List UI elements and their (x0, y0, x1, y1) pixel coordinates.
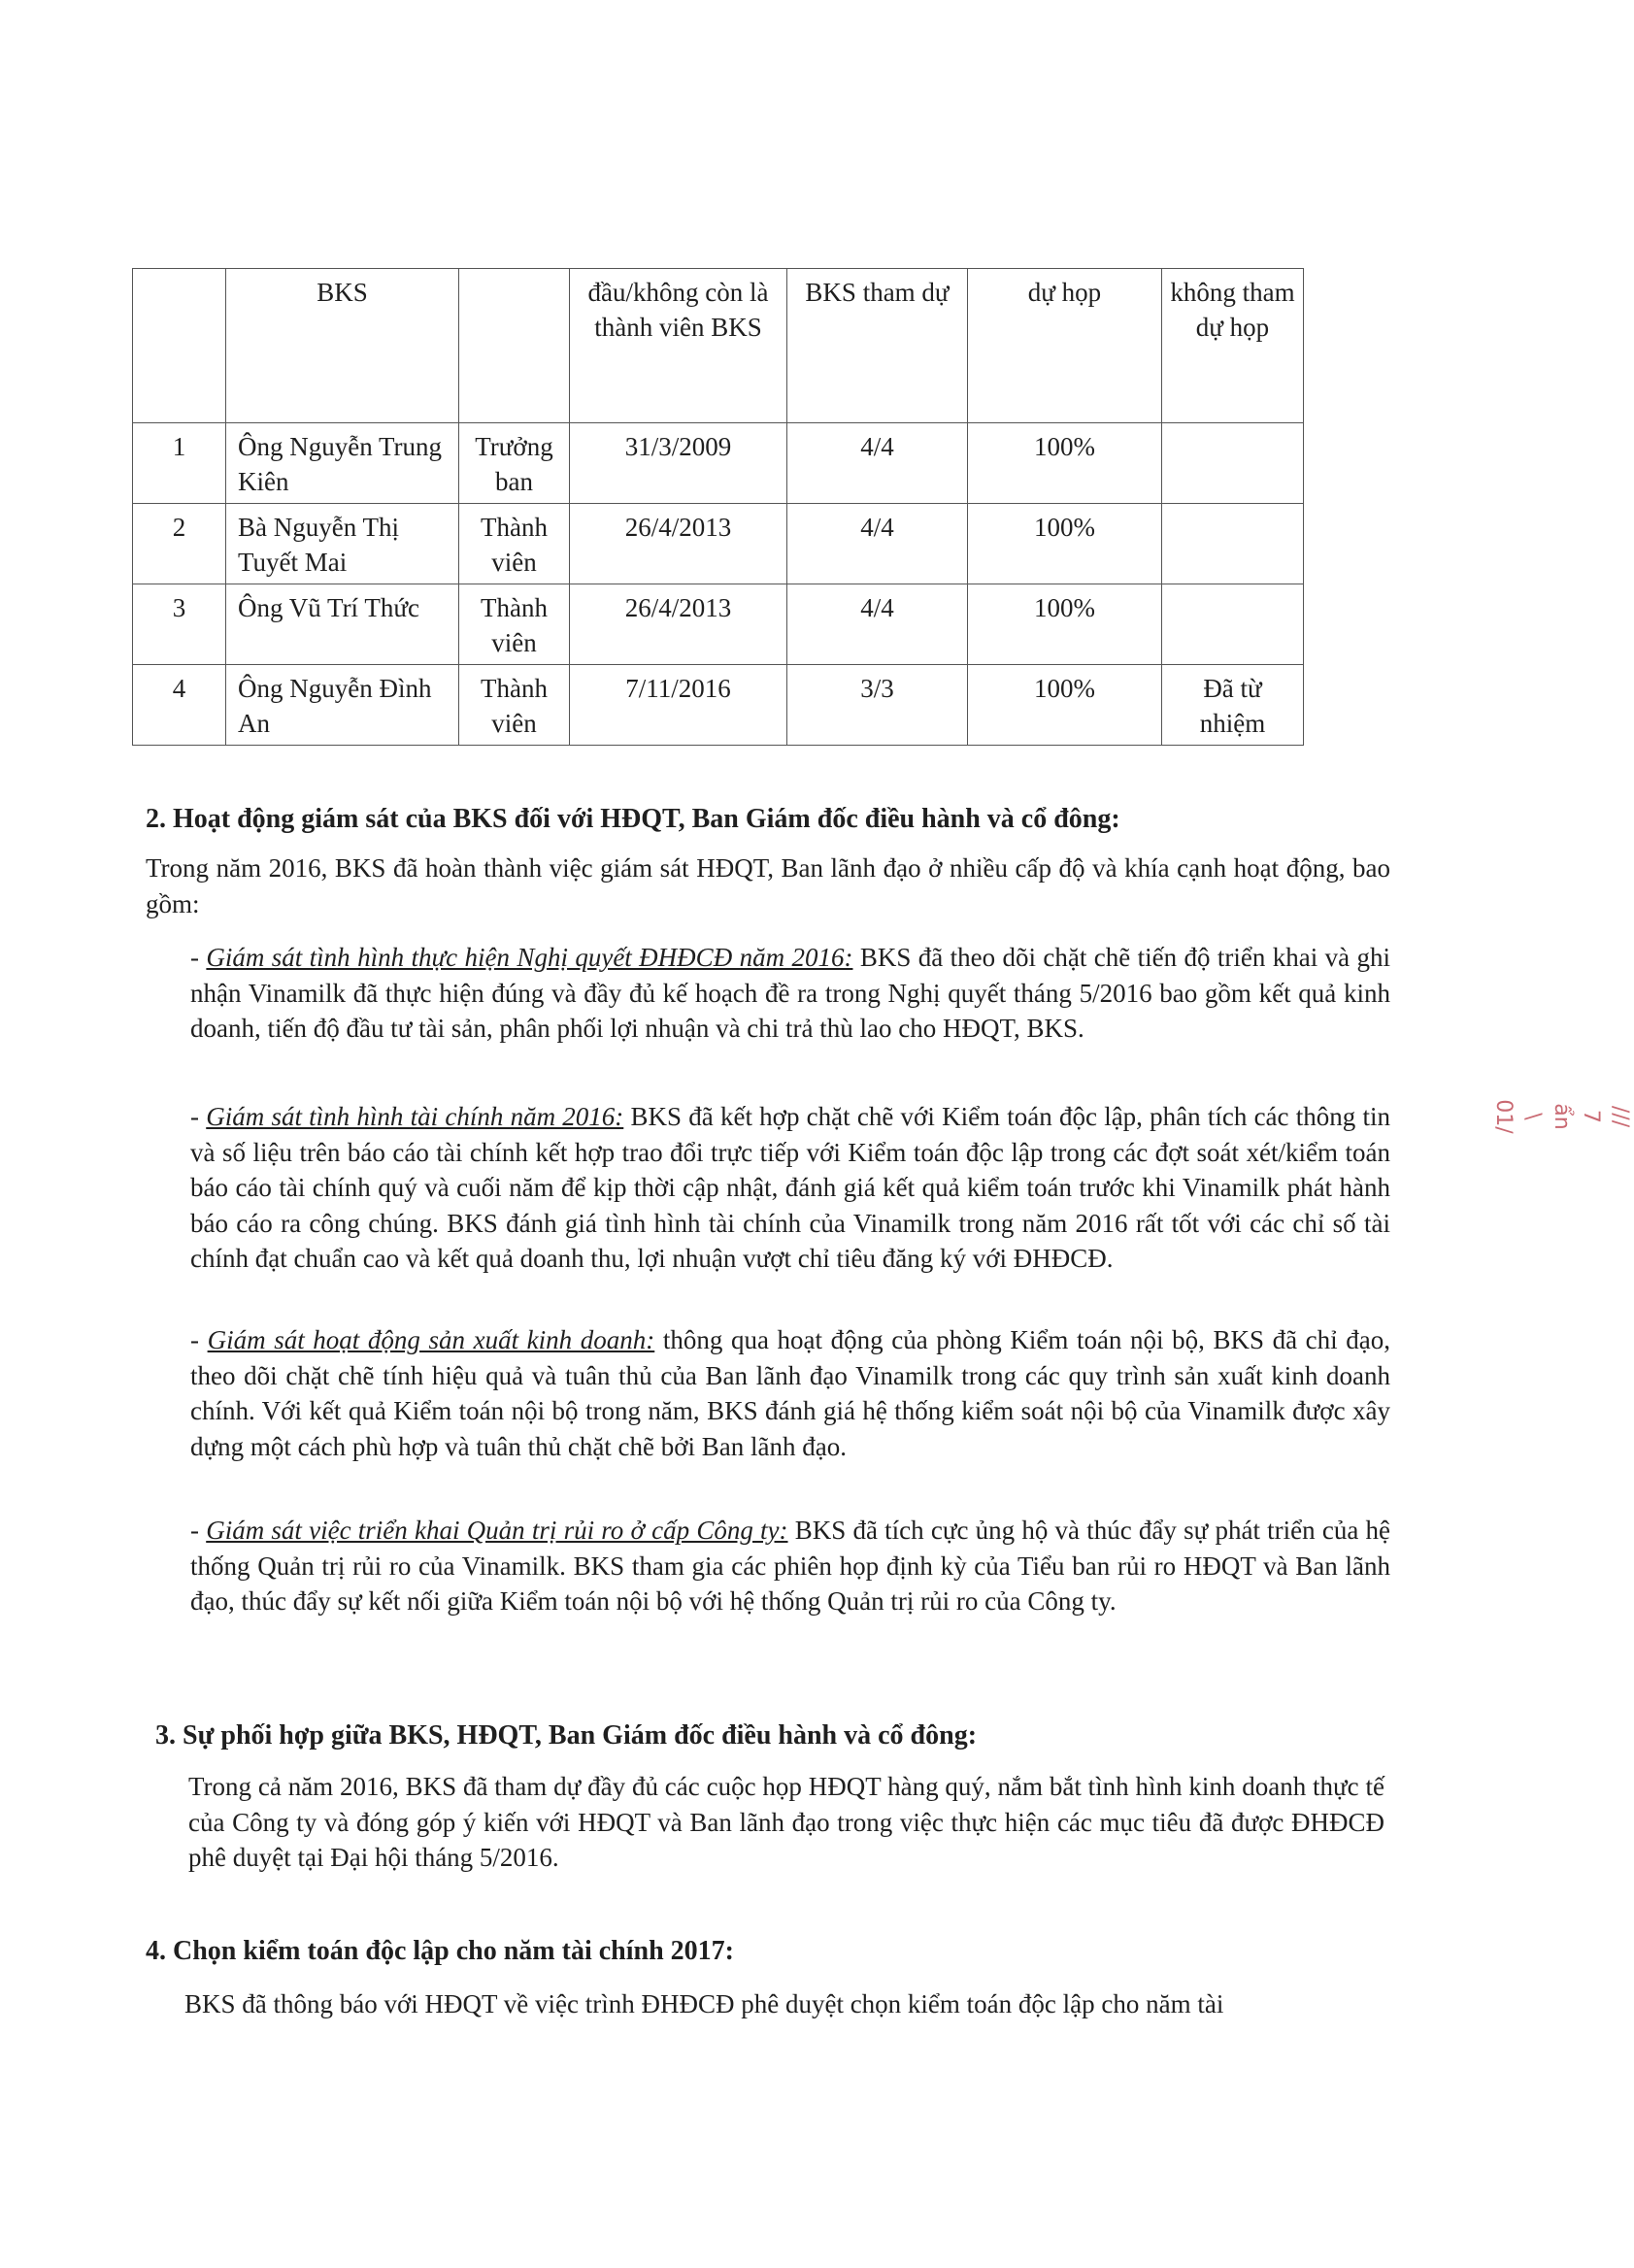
member-role: Thành viên (459, 665, 570, 746)
member-role: Thành viên (459, 584, 570, 665)
member-date: 7/11/2016 (570, 665, 787, 746)
section-4-title: 4. Chọn kiểm toán độc lập cho năm tài chính 2017: (146, 1936, 734, 1966)
member-role: Thành viên (459, 504, 570, 584)
table-row (133, 665, 1304, 746)
item-2-text: BKS đã kết hợp chặt chẽ với Kiểm toán độc lập, phân tích các thông tin và số liệu trên báo cáo tài chính kết hợp trao đổi trực tiếp với Kiểm toán độc lập trong các đợt soát xét/kiểm toán báo cáo tài chính quý và cuối năm để kịp thời cập nhật, đánh giá kết quả kiểm toán trước khi Vinamilk phát hành báo cáo ra công chúng. BKS đánh giá tình hình tài chính của Vinamilk trong năm 2016 rất tốt với các chỉ số tài chính đạt chuẩn cao và kết quả doanh thu, lợi nhuận vượt chỉ tiêu đăng ký với ĐHĐCĐ. (190, 1102, 1390, 1273)
attendance-rate: 100% (968, 504, 1162, 584)
item-4-text: BKS đã tích cực ủng hộ và thúc đẩy sự phát triển của hệ thống Quản trị rủi ro của Vinamilk. BKS tham gia các phiên họp định kỳ của Tiểu ban rủi ro HĐQT và Ban lãnh đạo, thúc đẩy sự kết nối giữa Kiểm toán nội bộ với hệ thống Quản trị rủi ro của Công ty. (190, 1516, 1390, 1616)
member-name: Ông Nguyễn Đình An (226, 665, 459, 746)
table-header-row (133, 269, 1304, 423)
member-date: 31/3/2009 (570, 423, 787, 504)
section-2-item-2: - Giám sát tình hình tài chính năm 2016: BKS đã kết hợp chặt chẽ với Kiểm toán độc lập, phân tích các thông tin và số liệu trên báo cáo tài chính kết hợp trao đổi trực tiếp với Kiểm toán độc lập trong các đợt soát xét/kiểm toán báo cáo tài chính quý và cuối năm để kịp thời cập nhật, đánh giá kết quả kiểm toán trước khi Vinamilk phát hành báo cáo ra công chúng. BKS đánh giá tình hình tài chính của Vinamilk trong năm 2016 rất tốt với các chỉ số tài chính đạt chuẩn cao và kết quả doanh thu, lợi nhuận vượt chỉ tiêu đăng ký với ĐHĐCĐ. (190, 1102, 1390, 1273)
meetings-attended: 4/4 (787, 423, 968, 504)
section-3-text: Trong cả năm 2016, BKS đã tham dự đầy đủ các cuộc họp HĐQT hàng quý, nắm bắt tình hình kinh doanh thực tế của Công ty và đóng góp ý kiến với HĐQT và Ban lãnh đạo trong việc thực hiện các mục tiêu đã được ĐHĐCĐ phê duyệt tại Đại hội tháng 5/2016. (188, 1772, 1384, 1872)
item-3-lead: Giám sát hoạt động sản xuất kinh doanh: (207, 1325, 655, 1354)
attendance-rate: 100% (968, 584, 1162, 665)
absence-note (1162, 584, 1304, 665)
supervisory-board-table (132, 268, 1304, 746)
header-cell: BKS (226, 269, 459, 423)
member-name: Ông Vũ Trí Thức (226, 584, 459, 665)
item-3-text: thông qua hoạt động của phòng Kiểm toán nội bộ, BKS đã chỉ đạo, theo dõi chặt chẽ tính hiệu quả và tuân thủ của Ban lãnh đạo Vinamilk trong các quy trình sản xuất kinh doanh chính. Với kết quả Kiểm toán nội bộ trong năm, BKS đánh giá hệ thống kiểm soát nội bộ của Vinamilk được xây dựng một cách phù hợp và tuân thủ chặt chẽ bởi Ban lãnh đạo. (190, 1325, 1390, 1461)
margin-stamp: /// 7 ẩn \ 01/ (1491, 1099, 1632, 1134)
row-number: 3 (133, 584, 226, 665)
section-2-title: 2. Hoạt động giám sát của BKS đối với HĐQT, Ban Giám đốc điều hành và cổ đông: (146, 804, 1120, 834)
header-cell (459, 269, 570, 423)
member-role: Trưởng ban (459, 423, 570, 504)
attendance-rate: 100% (968, 423, 1162, 504)
table-row (133, 504, 1304, 584)
row-number: 4 (133, 665, 226, 746)
header-cell (133, 269, 226, 423)
item-2-lead: Giám sát tình hình tài chính năm 2016: (206, 1102, 624, 1131)
section-2-item-3: - Giám sát hoạt động sản xuất kinh doanh: thông qua hoạt động của phòng Kiểm toán nội bộ, BKS đã chỉ đạo, theo dõi chặt chẽ tính hiệu quả và tuân thủ của Ban lãnh đạo Vinamilk trong các quy trình sản xuất kinh doanh chính. Với kết quả Kiểm toán nội bộ trong năm, BKS đánh giá hệ thống kiểm soát nội bộ của Vinamilk được xây dựng một cách phù hợp và tuân thủ chặt chẽ bởi Ban lãnh đạo. (190, 1325, 1390, 1461)
table-row (133, 584, 1304, 665)
member-date: 26/4/2013 (570, 584, 787, 665)
row-number: 1 (133, 423, 226, 504)
meetings-attended: 4/4 (787, 504, 968, 584)
table-row (133, 423, 1304, 504)
meetings-attended: 3/3 (787, 665, 968, 746)
header-cell: dự họp (968, 269, 1162, 423)
header-cell: BKS tham dự (787, 269, 968, 423)
absence-note: Đã từ nhiệm (1162, 665, 1304, 746)
section-2-intro: Trong năm 2016, BKS đã hoàn thành việc giám sát HĐQT, Ban lãnh đạo ở nhiều cấp độ và khía cạnh hoạt động, bao gồm: (146, 853, 1390, 918)
member-name: Bà Nguyễn Thị Tuyết Mai (226, 504, 459, 584)
row-number: 2 (133, 504, 226, 584)
member-name: Ông Nguyễn Trung Kiên (226, 423, 459, 504)
item-1-text: BKS đã theo dõi chặt chẽ tiến độ triển khai và ghi nhận Vinamilk đã thực hiện đúng và đầy đủ kế hoạch đề ra trong Nghị quyết tháng 5/2016 bao gồm kết quả kinh doanh, tiến độ đầu tư tài sản, phân phối lợi nhuận và chi trả thù lao cho HĐQT, BKS. (190, 943, 1390, 1043)
attendance-rate: 100% (968, 665, 1162, 746)
members-table-wrap (132, 268, 1304, 746)
absence-note (1162, 504, 1304, 584)
item-4-lead: Giám sát việc triển khai Quản trị rủi ro ở cấp Công ty: (206, 1516, 788, 1545)
member-date: 26/4/2013 (570, 504, 787, 584)
absence-note (1162, 423, 1304, 504)
header-cell: không tham dự họp (1162, 269, 1304, 423)
section-4-text: BKS đã thông báo với HĐQT về việc trình ĐHĐCĐ phê duyệt chọn kiểm toán độc lập cho năm tài (184, 1989, 1224, 2018)
section-2-item-1: - Giám sát tình hình thực hiện Nghị quyết ĐHĐCĐ năm 2016: BKS đã theo dõi chặt chẽ tiến độ triển khai và ghi nhận Vinamilk đã thực hiện đúng và đầy đủ kế hoạch đề ra trong Nghị quyết tháng 5/2016 bao gồm kết quả kinh doanh, tiến độ đầu tư tài sản, phân phối lợi nhuận và chi trả thù lao cho HĐQT, BKS. (190, 943, 1390, 1043)
section-2-item-4: - Giám sát việc triển khai Quản trị rủi ro ở cấp Công ty: BKS đã tích cực ủng hộ và thúc đẩy sự phát triển của hệ thống Quản trị rủi ro của Vinamilk. BKS tham gia các phiên họp định kỳ của Tiểu ban rủi ro HĐQT và Ban lãnh đạo, thúc đẩy sự kết nối giữa Kiểm toán nội bộ với hệ thống Quản trị rủi ro của Công ty. (190, 1516, 1390, 1616)
header-cell: đầu/không còn là thành viên BKS (570, 269, 787, 423)
section-3-title: 3. Sự phối hợp giữa BKS, HĐQT, Ban Giám đốc điều hành và cổ đông: (155, 1720, 978, 1751)
meetings-attended: 4/4 (787, 584, 968, 665)
item-1-lead: Giám sát tình hình thực hiện Nghị quyết ĐHĐCĐ năm 2016: (206, 943, 853, 972)
